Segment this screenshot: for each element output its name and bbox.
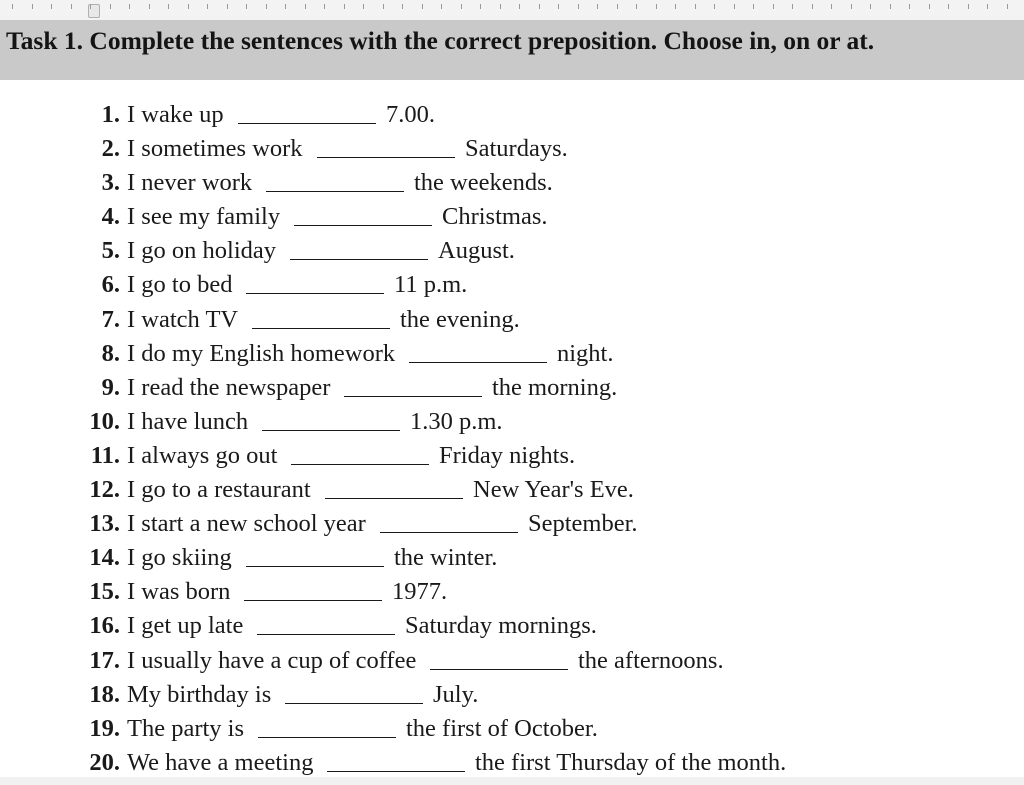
ruler-tick <box>207 4 208 9</box>
ruler-tick <box>422 4 423 9</box>
ruler-tick <box>480 4 481 9</box>
sentence-number: 14. <box>89 544 120 572</box>
sentence-text-before: I go to a restaurant <box>127 476 311 504</box>
ruler-tick <box>812 4 813 9</box>
sentence-item <box>0 712 1024 746</box>
sentence-text-after: 1977. <box>392 578 448 606</box>
horizontal-ruler <box>0 0 1024 21</box>
sentence-item <box>0 200 1024 234</box>
sentence-text-after: the winter. <box>394 544 498 572</box>
task-title: Task 1. Complete the sentences with the correct preposition. Choose in, on or at. <box>6 26 875 55</box>
sentence-text-before: I see my family <box>127 203 281 231</box>
sentence-number: 12. <box>89 476 120 504</box>
sentence-item <box>0 746 1024 780</box>
sentence-text-before: I never work <box>127 169 253 197</box>
ruler-tick <box>188 4 189 9</box>
ruler-tick <box>636 4 637 9</box>
sentence-item <box>0 575 1024 609</box>
sentence-list <box>0 98 1024 780</box>
sentence-number: 2. <box>101 135 120 163</box>
sentence-text-before: I was born <box>127 578 231 606</box>
ruler-tick <box>578 4 579 9</box>
sentence-number: 4. <box>101 203 120 231</box>
answer-blank[interactable] <box>238 122 376 124</box>
sentence-text-after: New Year's Eve. <box>473 476 634 504</box>
sentence-item <box>0 303 1024 337</box>
sentence-text-after: the evening. <box>400 305 520 333</box>
sentence-text-after: July. <box>433 680 479 708</box>
ruler-tick <box>227 4 228 9</box>
answer-blank[interactable] <box>344 395 482 397</box>
page-bottom-edge <box>0 777 1024 785</box>
ruler-tick <box>285 4 286 9</box>
ruler-tick <box>305 4 306 9</box>
ruler-tick <box>870 4 871 9</box>
ruler-tick <box>948 4 949 9</box>
ruler-tick <box>402 4 403 9</box>
answer-blank[interactable] <box>327 770 465 772</box>
ruler-tick <box>734 4 735 9</box>
sentence-text-before: I go on holiday <box>127 237 277 265</box>
answer-blank[interactable] <box>325 497 463 499</box>
sentence-item <box>0 541 1024 575</box>
ruler-tick <box>968 4 969 9</box>
ruler-tick <box>110 4 111 9</box>
sentence-number: 20. <box>89 748 120 776</box>
ruler-tick <box>51 4 52 9</box>
ruler-tick <box>383 4 384 9</box>
ruler-tick <box>909 4 910 9</box>
sentence-text-before: I do my English homework <box>127 339 396 367</box>
sentence-number: 16. <box>89 612 120 640</box>
ruler-tick <box>851 4 852 9</box>
sentence-text-before: I always go out <box>127 441 278 469</box>
sentence-number: 13. <box>89 510 120 538</box>
sentence-text-before: I get up late <box>127 612 244 640</box>
sentence-text-after: Saturday mornings. <box>405 612 597 640</box>
sentence-text-after: the first of October. <box>406 714 598 742</box>
ruler-tick <box>90 4 91 9</box>
ruler-tick <box>519 4 520 9</box>
sentence-text-after: 7.00. <box>386 101 435 128</box>
sentence-item <box>0 644 1024 678</box>
ruler-tick <box>168 4 169 9</box>
sentence-text-before: My birthday is <box>127 680 272 708</box>
sentence-text-before: I wake up <box>127 101 224 128</box>
sentence-text-after: the morning. <box>492 373 618 401</box>
ruler-tick <box>987 4 988 9</box>
sentence-number: 10. <box>89 407 120 435</box>
answer-blank[interactable] <box>257 633 395 635</box>
sentence-item <box>0 337 1024 371</box>
sentence-text-before: I watch TV <box>127 305 239 333</box>
sentence-item <box>0 439 1024 473</box>
sentence-item <box>0 234 1024 268</box>
sentence-number: 5. <box>101 237 120 265</box>
sentence-text-after: Friday nights. <box>439 441 576 469</box>
sentence-text-after: the weekends. <box>414 169 553 197</box>
sentence-text-before: I start a new school year <box>127 510 366 538</box>
ruler-tick <box>617 4 618 9</box>
ruler-tick <box>656 4 657 9</box>
ruler-tick <box>675 4 676 9</box>
sentence-item <box>0 405 1024 439</box>
ruler-tick <box>129 4 130 9</box>
ruler-tick <box>773 4 774 9</box>
sentence-number: 18. <box>89 680 120 708</box>
sentence-text-before: We have a meeting <box>127 748 314 776</box>
sentence-text-before: I read the newspaper <box>127 373 331 401</box>
ruler-tick <box>792 4 793 9</box>
answer-blank[interactable] <box>317 156 455 158</box>
ruler-tick <box>344 4 345 9</box>
ruler-tick <box>1007 4 1008 9</box>
sentence-item <box>0 268 1024 302</box>
answer-blank[interactable] <box>430 668 568 670</box>
sentence-text-before: The party is <box>127 714 245 742</box>
sentence-item <box>0 98 1024 132</box>
ruler-tick <box>695 4 696 9</box>
sentence-text-before: I have lunch <box>127 407 249 435</box>
sentence-item <box>0 371 1024 405</box>
ruler-tick <box>441 4 442 9</box>
sentence-item <box>0 609 1024 643</box>
ruler-tick <box>890 4 891 9</box>
answer-blank[interactable] <box>266 190 404 192</box>
sentence-text-before: I go skiing <box>127 544 232 572</box>
sentence-item <box>0 166 1024 200</box>
ruler-tick <box>714 4 715 9</box>
sentence-number: 17. <box>89 646 120 674</box>
sentence-number: 1. <box>101 101 120 128</box>
answer-blank[interactable] <box>409 361 547 363</box>
ruler-tick <box>500 4 501 9</box>
ruler-tick <box>149 4 150 9</box>
ruler-tick <box>246 4 247 9</box>
sentence-number: 9. <box>101 373 120 401</box>
sentence-item <box>0 473 1024 507</box>
sentence-text-after: September. <box>528 510 638 538</box>
sentence-text-after: night. <box>557 339 614 367</box>
ruler-tick <box>929 4 930 9</box>
sentence-number: 11. <box>90 441 120 469</box>
ruler-tick <box>12 4 13 9</box>
sentence-text-after: the first Thursday of the month. <box>475 748 787 776</box>
ruler-tick <box>324 4 325 9</box>
ruler-tick <box>558 4 559 9</box>
sentence-number: 3. <box>101 169 120 197</box>
answer-blank[interactable] <box>252 327 390 329</box>
ruler-tick <box>597 4 598 9</box>
sentence-number: 7. <box>101 305 120 333</box>
ruler-tick <box>266 4 267 9</box>
answer-blank[interactable] <box>246 565 384 567</box>
ruler-tick <box>831 4 832 9</box>
ruler-tick <box>753 4 754 9</box>
answer-blank[interactable] <box>258 736 396 738</box>
sentence-text-before: I go to bed <box>127 271 233 299</box>
sentence-text-before: I sometimes work <box>127 135 303 163</box>
answer-blank[interactable] <box>294 224 432 226</box>
sentence-text-before: I usually have a cup of coffee <box>127 646 417 674</box>
sentence-number: 19. <box>89 714 120 742</box>
answer-blank[interactable] <box>290 258 428 260</box>
sentence-text-after: Saturdays. <box>465 135 568 163</box>
sentence-item <box>0 507 1024 541</box>
sentence-text-after: 11 p.m. <box>394 271 468 299</box>
answer-blank[interactable] <box>244 599 382 601</box>
answer-blank[interactable] <box>262 429 400 431</box>
answer-blank[interactable] <box>380 531 518 533</box>
sentence-text-after: Christmas. <box>442 203 548 231</box>
sentence-item <box>0 678 1024 712</box>
answer-blank[interactable] <box>291 463 429 465</box>
ruler-tick <box>71 4 72 9</box>
ruler-tick <box>539 4 540 9</box>
sentence-number: 15. <box>89 578 120 606</box>
sentence-number: 6. <box>101 271 120 299</box>
sentence-number: 8. <box>101 339 120 367</box>
answer-blank[interactable] <box>246 292 384 294</box>
sentence-text-after: 1.30 p.m. <box>410 407 503 435</box>
sentence-text-after: the afternoons. <box>578 646 724 674</box>
sentence-text-after: August. <box>438 237 515 265</box>
sentence-item <box>0 132 1024 166</box>
ruler-tick <box>363 4 364 9</box>
answer-blank[interactable] <box>285 702 423 704</box>
ruler-tick <box>461 4 462 9</box>
ruler-tick <box>32 4 33 9</box>
